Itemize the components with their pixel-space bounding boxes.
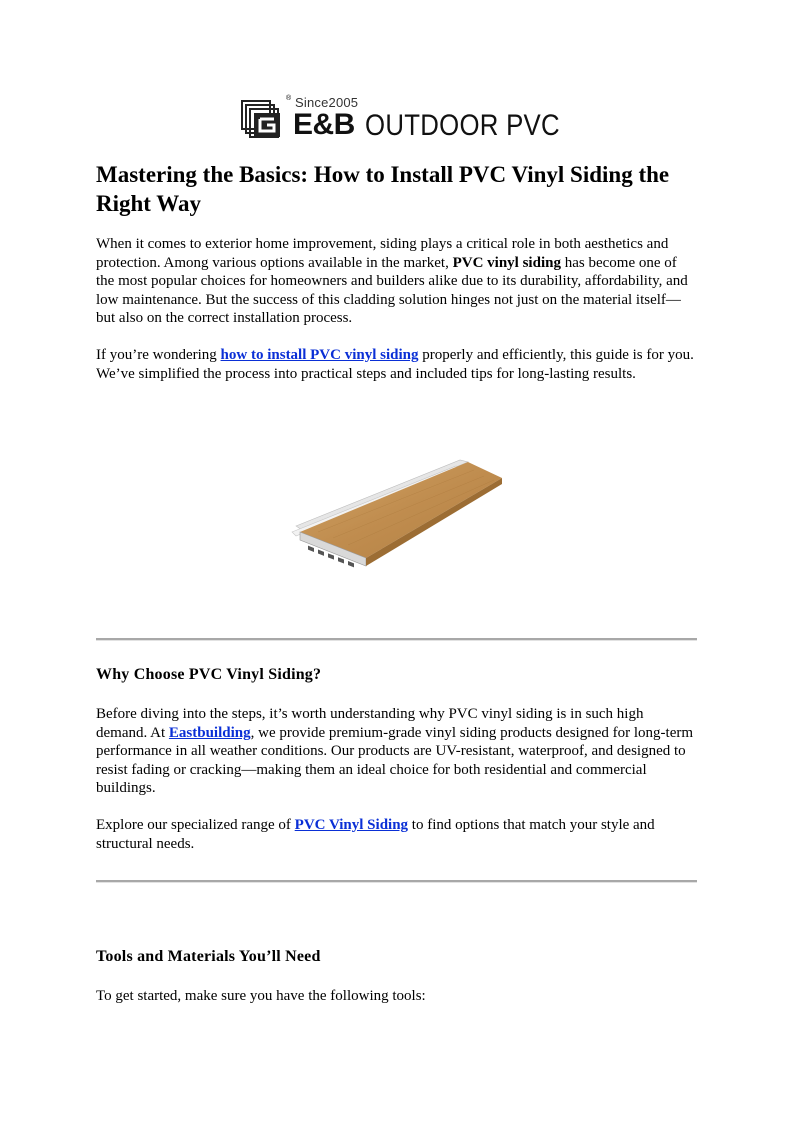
brand-logo <box>240 97 560 145</box>
intro-paragraph <box>96 235 696 328</box>
install-guide-link[interactable]: how to install PVC vinyl siding <box>220 347 419 363</box>
vinyl-siding-panel-image <box>288 452 508 572</box>
logo-tagline-text: OUTDOOR PVC <box>365 109 560 142</box>
pvc-vinyl-siding-link[interactable]: PVC Vinyl Siding <box>294 817 409 833</box>
registered-mark: ® <box>286 95 292 102</box>
guide-text-1: If you’re wondering <box>96 347 221 363</box>
logo-brand-text: E&B <box>293 108 355 141</box>
explore-text-1: Explore our specialized range of <box>96 817 295 833</box>
section-divider <box>96 880 697 883</box>
intro-text-2: has become one of the most popular choices for homeowners and builders alike due to its durability, affordability, and low maintenance. But the success of this cladding solution hinges not just on the material itself—but also on the correct installation process. <box>96 254 688 326</box>
eastbuilding-link[interactable]: Eastbuilding <box>168 724 251 741</box>
logo-mark-icon <box>240 99 284 139</box>
guide-text-2: properly and efficiently, this guide is for you. We’ve simplified the process into practical steps and included tips for long-lasting results. <box>96 347 694 382</box>
why-text-1: Before diving into the steps, it’s worth understanding why PVC vinyl siding is in such high demand. At <box>96 706 644 741</box>
section-divider <box>96 638 697 641</box>
explore-text-2: to find options that match your style and structural needs. <box>96 817 655 852</box>
logo-since-text: Since2005 <box>295 95 359 110</box>
intro-text-1: When it comes to exterior home improvement, siding plays a critical role in both aesthetics and protection. Among various options available in the market, <box>96 236 669 271</box>
tools-paragraph: To get started, make sure you have the following tools: <box>96 988 426 1004</box>
section-heading-why-choose: Why Choose PVC Vinyl Siding? <box>96 666 322 683</box>
guide-paragraph <box>96 346 696 383</box>
intro-bold-text: PVC vinyl siding <box>452 254 561 271</box>
why-choose-paragraph <box>96 705 696 798</box>
section-heading-tools: Tools and Materials You’ll Need <box>96 948 321 965</box>
explore-paragraph <box>96 816 696 853</box>
why-text-2: , we provide premium-grade vinyl siding products designed for long-term performance in all weather conditions. Our products are UV-resistant, waterproof, and designed to resist fading or cracking—making them an ideal choice for both residential and commercial buildings. <box>96 724 694 796</box>
article-title: Mastering the Basics: How to Install PVC Vinyl Siding the Right Way <box>96 162 670 216</box>
